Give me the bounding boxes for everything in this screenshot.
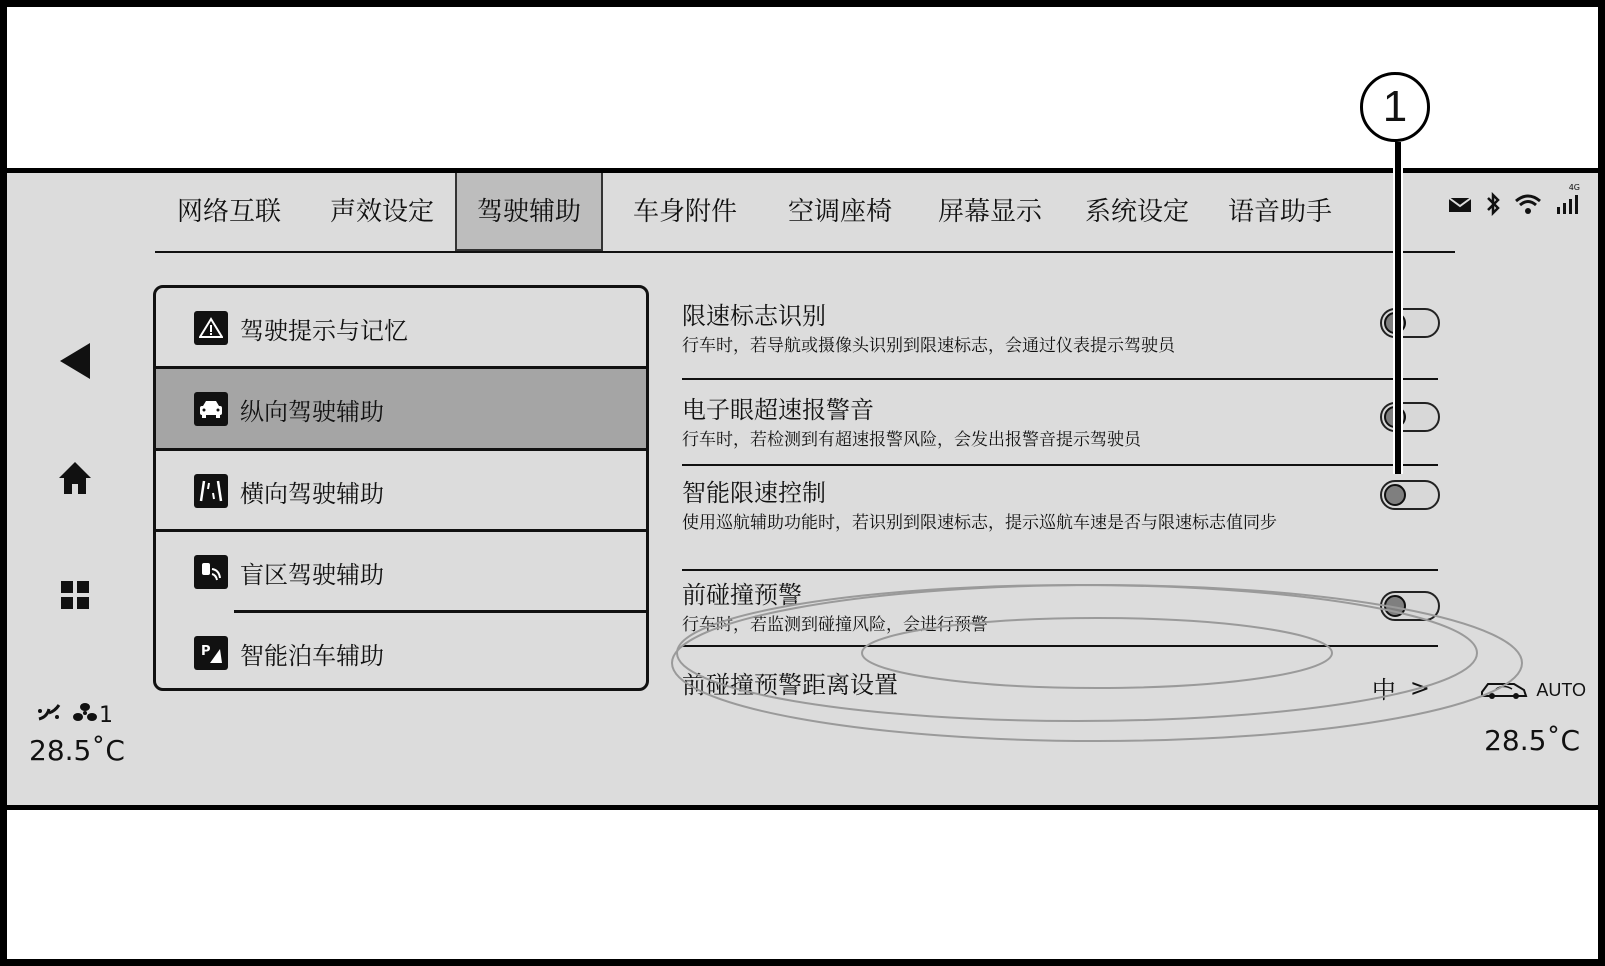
lane-icon bbox=[194, 474, 228, 508]
message-icon bbox=[1448, 195, 1472, 217]
callout-marker bbox=[1360, 72, 1430, 142]
network-type-label: 4G bbox=[1568, 183, 1580, 192]
blind-spot-icon bbox=[194, 555, 228, 589]
car-recirculation-icon bbox=[1478, 676, 1530, 704]
setting-title: 电子眼超速报警音 bbox=[682, 396, 874, 424]
climate-mode[interactable] bbox=[1478, 676, 1586, 704]
right-temperature[interactable]: 28.5˚C bbox=[1484, 724, 1580, 757]
tab-network[interactable]: 网络互联 bbox=[176, 197, 281, 227]
setting-title: 前碰撞预警距离设置 bbox=[682, 671, 898, 699]
list-divider bbox=[682, 378, 1438, 380]
list-divider bbox=[682, 569, 1438, 571]
menu-item-label: 横向驾驶辅助 bbox=[240, 479, 384, 508]
menu-item-lateral-assist[interactable] bbox=[156, 451, 646, 531]
distance-value: 中 bbox=[1371, 676, 1396, 704]
menu-item-label: 智能泊车辅助 bbox=[240, 641, 384, 670]
menu-item-driving-hints[interactable] bbox=[156, 288, 646, 368]
intelligent-speed-limit-control-toggle[interactable] bbox=[1380, 480, 1440, 510]
left-temperature[interactable]: 28.5˚C bbox=[29, 734, 125, 767]
airflow-icon[interactable] bbox=[37, 703, 63, 727]
menu-item-smart-parking[interactable] bbox=[156, 613, 646, 691]
forward-collision-warning-toggle[interactable] bbox=[1380, 591, 1440, 621]
setting-speed-sign-recognition bbox=[682, 301, 1440, 381]
driving-assist-menu bbox=[153, 285, 649, 691]
tab-body-accessories[interactable]: 车身附件 bbox=[632, 197, 737, 227]
menu-item-blind-spot-assist[interactable] bbox=[156, 532, 646, 612]
speed-sign-recognition-toggle[interactable] bbox=[1380, 308, 1440, 338]
tab-climate-seats[interactable]: 空调座椅 bbox=[787, 197, 892, 227]
menu-item-longitudinal-assist[interactable] bbox=[156, 369, 646, 449]
tab-display[interactable]: 屏幕显示 bbox=[937, 197, 1042, 227]
apps-button[interactable] bbox=[55, 575, 95, 615]
setting-collision-warning-distance[interactable] bbox=[682, 670, 1440, 704]
tab-driving-assist[interactable]: 驾驶辅助 bbox=[455, 173, 603, 251]
callout-leader-line bbox=[1393, 142, 1403, 474]
setting-description: 使用巡航辅助功能时，若识别到限速标志，提示巡航车速是否与限速标志值同步 bbox=[682, 513, 1277, 533]
climate-left bbox=[29, 702, 139, 767]
signal-4g-icon bbox=[1556, 183, 1580, 219]
setting-description: 行车时，若监测到碰撞风险，会进行预警 bbox=[682, 615, 988, 635]
setting-description: 行车时，若导航或摄像头识别到限速标志，会通过仪表提示驾驶员 bbox=[682, 336, 1175, 356]
status-bar bbox=[1448, 183, 1580, 224]
distance-value-group[interactable] bbox=[1372, 670, 1430, 705]
home-icon bbox=[57, 460, 93, 496]
wifi-icon bbox=[1514, 193, 1542, 219]
svg-text:P: P bbox=[201, 644, 211, 659]
toggle-knob bbox=[1384, 484, 1406, 506]
tab-voice-assistant[interactable]: 语音助手 bbox=[1227, 197, 1332, 227]
back-button[interactable] bbox=[55, 341, 95, 381]
apps-grid-icon bbox=[60, 580, 90, 610]
list-divider bbox=[682, 645, 1438, 647]
tab-sound[interactable]: 声效设定 bbox=[329, 197, 434, 227]
menu-item-label: 驾驶提示与记忆 bbox=[240, 316, 408, 345]
fan-icon[interactable] bbox=[73, 702, 97, 728]
menu-item-label: 盲区驾驶辅助 bbox=[240, 560, 384, 589]
setting-title: 智能限速控制 bbox=[682, 479, 826, 507]
parking-icon bbox=[194, 636, 228, 670]
callout-number: 1 bbox=[1382, 82, 1408, 131]
tab-bar bbox=[155, 173, 1455, 253]
warning-triangle-icon bbox=[194, 311, 228, 345]
list-divider bbox=[682, 464, 1438, 466]
bluetooth-icon bbox=[1486, 192, 1500, 220]
setting-description: 行车时，若检测到有超速报警风险，会发出报警音提示驾驶员 bbox=[682, 430, 1141, 450]
fan-level: 1 bbox=[99, 702, 113, 728]
setting-intelligent-speed-limit-control bbox=[682, 478, 1440, 568]
infotainment-screen bbox=[7, 168, 1598, 810]
setting-speed-camera-alert bbox=[682, 395, 1440, 463]
menu-item-label: 纵向驾驶辅助 bbox=[240, 397, 384, 426]
toggle-knob bbox=[1384, 595, 1406, 617]
back-arrow-icon bbox=[58, 341, 92, 381]
setting-forward-collision-warning bbox=[682, 580, 1440, 644]
climate-right bbox=[1470, 724, 1580, 757]
chevron-right-icon: > bbox=[1409, 673, 1430, 702]
setting-title: 限速标志识别 bbox=[682, 302, 826, 330]
car-front-icon bbox=[194, 392, 228, 426]
setting-title: 前碰撞预警 bbox=[682, 581, 802, 609]
tab-system[interactable]: 系统设定 bbox=[1084, 197, 1189, 227]
climate-mode-label: AUTO bbox=[1536, 679, 1586, 700]
home-button[interactable] bbox=[55, 458, 95, 498]
speed-camera-alert-toggle[interactable] bbox=[1380, 402, 1440, 432]
